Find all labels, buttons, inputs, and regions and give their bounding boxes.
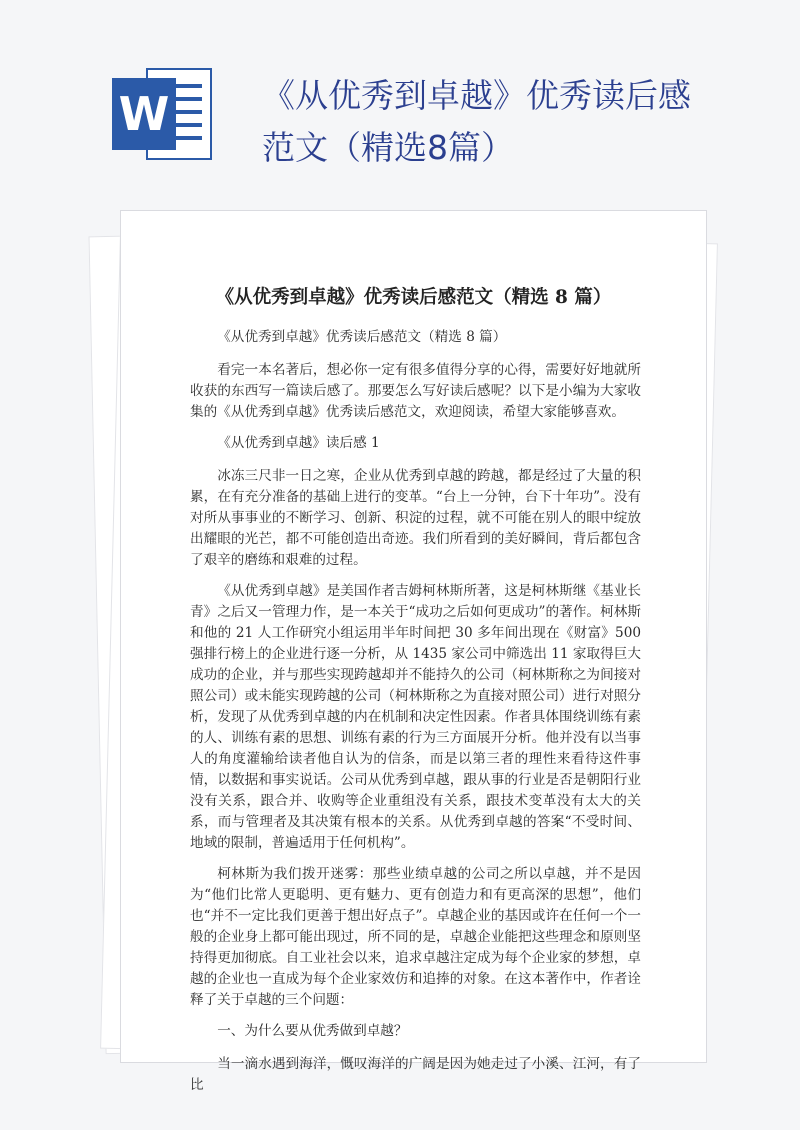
word-document-icon	[112, 68, 214, 160]
page-body	[190, 327, 641, 1106]
paragraph: 柯林斯为我们拨开迷雾：那些业绩卓越的公司之所以卓越，并不是因为“他们比常人更聪明、更有魅力、更有创造力和有更高深的思想”，他们也“并不一定比我们更善于想出好点子”。卓越企业的基因或许在任何一个一般的企业身上都可能出现过，所不同的是，卓越企业能把这些理念和原则坚持得更加彻底。自工业社会以来，追求卓越注定成为每个企业家的梦想，卓越的企业也一直成为每个企业家效仿和追捧的对象。在这本著作中，作者诠释了关于卓越的三个问题：	[190, 866, 641, 1008]
paragraph: 当一滴水遇到海洋，慨叹海洋的广阔是因为她走过了小溪、江河，有了比	[190, 1056, 641, 1093]
paragraph-subtitle: 《从优秀到卓越》优秀读后感范文（精选 8 篇）	[217, 329, 507, 345]
section-heading-1: 《从优秀到卓越》读后感 1	[217, 435, 380, 451]
document-page	[120, 210, 707, 1093]
page-title: 《从优秀到卓越》优秀读后感范文（精选 8 篇）	[215, 287, 612, 308]
paragraph-intro: 看完一本名著后，想必你一定有很多值得分享的心得，需要好好地就所收获的东西写一篇读后感了。那要怎么写好读后感呢？以下是小编为大家收集的《从优秀到卓越》优秀读后感范文，欢迎阅读，希望大家能够喜欢。	[190, 362, 641, 420]
question-heading-1: 一、为什么要从优秀做到卓越？	[217, 1023, 408, 1039]
page-header	[0, 0, 800, 210]
document-heading: 《从优秀到卓越》优秀读后感范文（精选8篇）	[262, 76, 691, 167]
paragraph: 《从优秀到卓越》是美国作者吉姆柯林斯所著，这是柯林斯继《基业长青》之后又一管理力作，是一本关于“成功之后如何更成功”的著作。柯林斯和他的 21 人工作研究小组运用半年时间把 30 多年间出现在《财富》500 强排行榜上的企业进行逐一分析，从 1435 家公司中筛选出 11 家取得巨大成功的企业，并与那些实现跨越却并不能持久的公司（柯林斯称之为间接对照公司）或未能实现跨越的公司（柯林斯称之为直接对照公司）进行对照分析，发现了从优秀到卓越的内在机制和决定性因素。作者具体围绕训练有素的人、训练有素的思想、训练有素的行为三方面展开分析。他并没有以当事人的角度灌输给读者他自认为的信条，而是以第三者的理性来看待这件事情，以数据和事实说话。公司从优秀到卓越，跟从事的行业是否是朝阳行业没有关系，跟合并、收购等企业重组没有关系，跟技术变革没有太大的关系，而与管理者及其决策有根本的关系。从优秀到卓越的答案“不受时间、地域的限制，普遍适用于任何机构”。	[190, 583, 641, 851]
word-letter-badge: W	[112, 78, 176, 150]
paragraph: 冰冻三尺非一日之寒，企业从优秀到卓越的跨越，都是经过了大量的积累，在有充分准备的基础上进行的变革。“台上一分钟，台下十年功”。没有对所从事事业的不断学习、创新、积淀的过程，就不可能在别人的眼中绽放出耀眼的光芒，都不可能创造出奇迹。我们所看到的美好瞬间，背后都包含了艰辛的磨练和艰难的过程。	[190, 468, 641, 568]
